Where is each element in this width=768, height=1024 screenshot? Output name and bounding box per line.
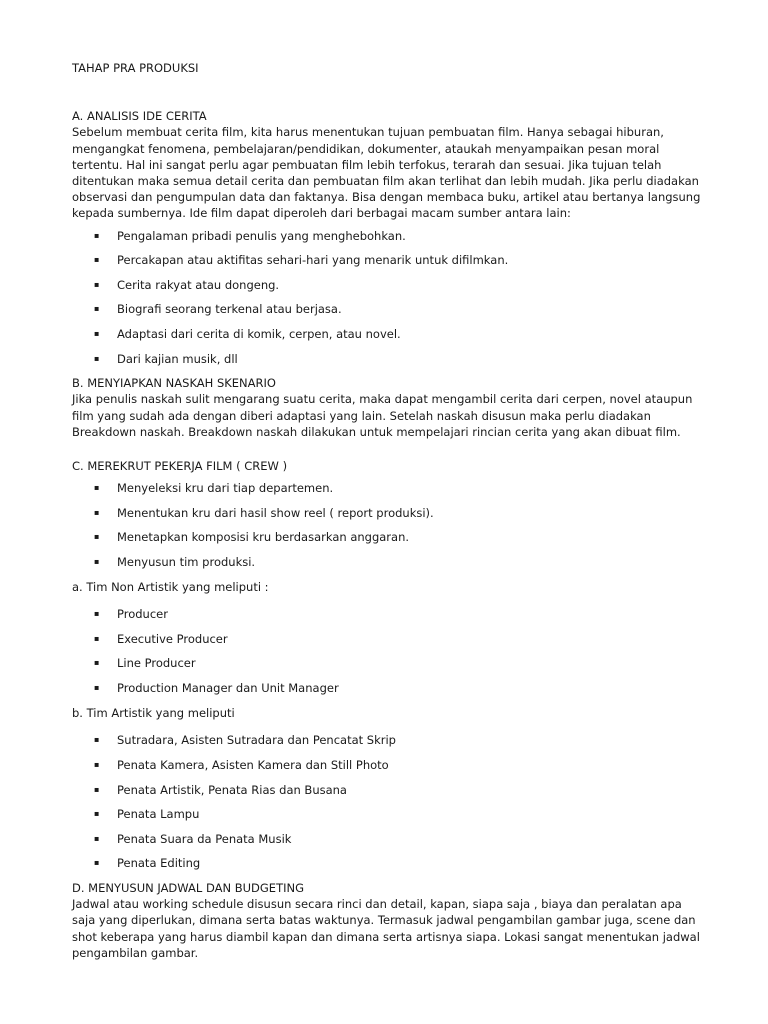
bullet-icon: ▪ [94, 329, 100, 338]
section-naskah-skenario [72, 375, 702, 440]
bullet-icon: ▪ [94, 784, 100, 794]
list-item [72, 252, 702, 277]
list-item [72, 326, 702, 351]
bullet-icon: ▪ [94, 304, 100, 314]
list-item-text: Dari kajian musik, dll [117, 351, 238, 366]
section-merekrut-crew [72, 458, 702, 880]
list-item [72, 631, 702, 656]
list-item [72, 732, 702, 757]
document-title: TAHAP PRA PRODUKSI [72, 61, 199, 75]
section-jadwal-budgeting [72, 880, 702, 961]
list-item-text: Production Manager dan Unit Manager [117, 681, 339, 696]
document-page [72, 60, 702, 961]
list-item-text: Executive Producer [117, 631, 228, 646]
section-analisis-ide-cerita [72, 108, 702, 375]
bullet-icon: ▪ [94, 532, 100, 542]
list-item [72, 301, 702, 326]
list-item-text: Adaptasi dari cerita di komik, cerpen, atau novel. [117, 327, 401, 341]
bullet-icon: ▪ [94, 353, 100, 363]
list-item [72, 831, 702, 856]
list-item-text: Sutradara, Asisten Sutradara dan Pencatat Skrip [117, 733, 396, 748]
list-item-text: Producer [117, 607, 168, 622]
list-item-text: Pengalaman pribadi penulis yang menghebohkan. [117, 228, 406, 243]
section-paragraph: Jadwal atau working schedule disusun secara rinci dan detail, kapan, siapa saja , biaya dan peralatan apa saja yang diperlukan, dimana serta batas waktunya. Termasuk jadwal pengambilan gambar juga, scene dan shot keberapa yang harus diambil kapan dan dimana serta artisnya siapa. Lokasi sangat menentukan jadwal pengambilan gambar. [72, 897, 700, 960]
list-item-text: Penata Kamera, Asisten Kamera dan Still Photo [117, 757, 389, 772]
artistic-team-list [72, 732, 702, 880]
bullet-icon: ▪ [94, 683, 100, 693]
bullet-icon: ▪ [94, 858, 100, 868]
list-item [72, 757, 702, 782]
section-paragraph: Jika penulis naskah sulit mengarang suatu cerita, maka dapat mengambil cerita dari cerpen, novel ataupun film yang sudah ada dengan diberi adaptasi yang lain. Setelah naskah disusun maka perlu diadakan Breakdown naskah. Breakdown naskah dilakukan untuk mempelajari rincian cerita yang akan dibuat film. [72, 392, 693, 439]
bullet-icon: ▪ [94, 833, 100, 843]
bullet-icon: ▪ [94, 507, 100, 517]
list-item [72, 277, 702, 302]
list-item [72, 228, 702, 253]
list-item-text: Cerita rakyat atau dongeng. [117, 277, 280, 292]
crew-steps-list [72, 480, 702, 578]
bullet-icon: ▪ [94, 483, 100, 493]
non-artistic-team-list [72, 606, 702, 704]
list-item [72, 505, 702, 530]
subsection-label-artistik: b. Tim Artistik yang meliputi [72, 705, 235, 720]
list-item [72, 606, 702, 631]
bullet-icon: ▪ [94, 633, 100, 643]
section-heading: C. MEREKRUT PEKERJA FILM ( CREW ) [72, 459, 288, 473]
bullet-icon: ▪ [94, 735, 100, 745]
bullet-icon: ▪ [94, 255, 100, 265]
bullet-icon: ▪ [94, 658, 100, 668]
list-item-text: Menyusun tim produksi. [117, 554, 256, 569]
subsection-label-non-artistik: a. Tim Non Artistik yang meliputi : [72, 579, 269, 594]
section-heading: D. MENYUSUN JADWAL DAN BUDGETING [72, 880, 305, 895]
list-item-text: Penata Editing [117, 856, 201, 871]
list-item-text: Line Producer [117, 656, 196, 671]
bullet-icon: ▪ [94, 279, 100, 289]
list-item [72, 554, 702, 579]
bullet-icon: ▪ [94, 556, 100, 566]
list-item [72, 529, 702, 554]
bullet-icon: ▪ [94, 609, 100, 619]
bullet-icon: ▪ [94, 809, 100, 819]
list-item-text: Menyeleksi kru dari tiap departemen. [117, 481, 334, 496]
list-item-text: Penata Lampu [117, 807, 200, 822]
list-item [72, 351, 702, 376]
list-item-text: Penata Suara da Penata Musik [117, 831, 292, 846]
list-item-text: Biografi seorang terkenal atau berjasa. [117, 302, 342, 317]
list-item [72, 782, 702, 807]
bullet-icon: ▪ [94, 230, 100, 240]
section-heading: A. ANALISIS IDE CERITA [72, 109, 207, 124]
idea-sources-list [72, 228, 702, 376]
bullet-icon: ▪ [94, 759, 100, 769]
list-item [72, 655, 702, 680]
list-item [72, 855, 702, 880]
section-paragraph: Sebelum membuat cerita film, kita harus menentukan tujuan pembuatan film. Hanya sebagai hiburan, mengangkat fenomena, pembelajaran/pendidikan, dokumenter, ataukah menyampaikan pesan moral tertentu. Hal ini sangat perlu agar pembuatan film lebih terfokus, terarah dan sesuai. Jika tujuan telah ditentukan maka semua detail cerita dan pembuatan film akan terlihat dan lebih mudah. Jika perlu diadakan observasi dan pengumpulan data dan faktanya. Bisa dengan membaca buku, artikel atau bertanya langsung kepada sumbernya. Ide film dapat diperoleh dari berbagai macam sumber antara lain: [72, 125, 701, 221]
section-heading: B. MENYIAPKAN NASKAH SKENARIO [72, 376, 276, 391]
list-item-text: Menetapkan komposisi kru berdasarkan anggaran. [117, 530, 410, 545]
list-item [72, 480, 702, 505]
list-item-text: Penata Artistik, Penata Rias dan Busana [117, 782, 347, 797]
list-item [72, 680, 702, 705]
list-item-text: Menentukan kru dari hasil show reel ( report produksi). [117, 505, 434, 520]
list-item [72, 806, 702, 831]
list-item-text: Percakapan atau aktifitas sehari-hari yang menarik untuk difilmkan. [117, 253, 509, 268]
